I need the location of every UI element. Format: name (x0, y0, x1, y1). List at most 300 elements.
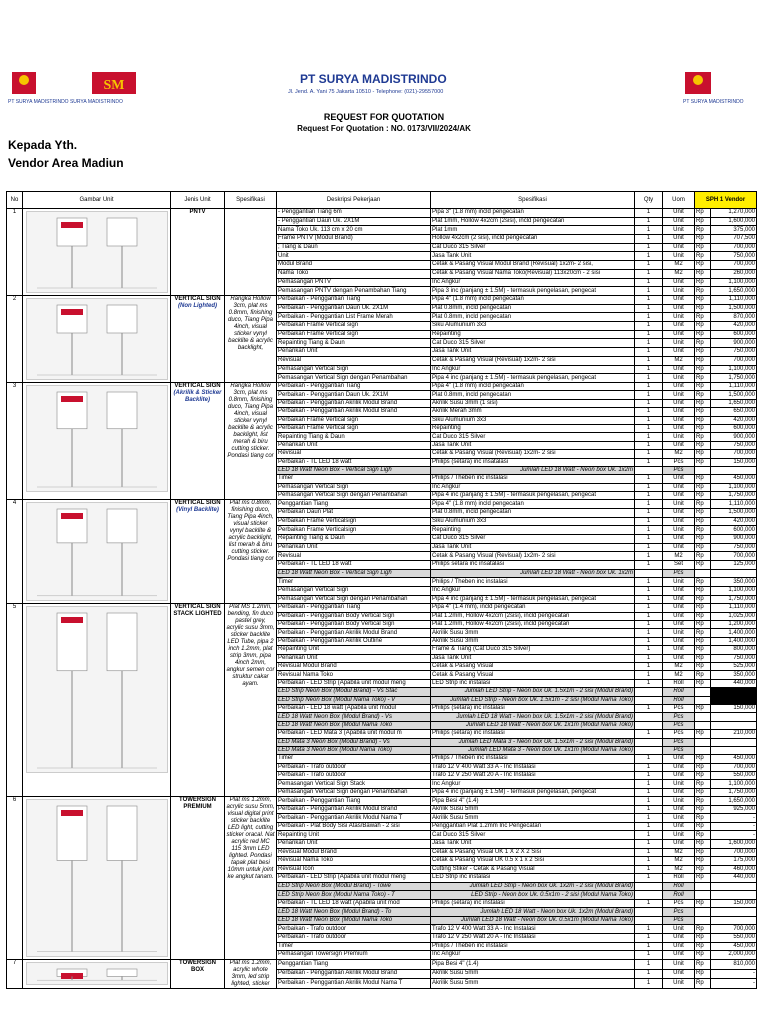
uom: Unit (663, 934, 695, 943)
job-specification: Jasa Tank Unit (431, 348, 635, 357)
uom: Unit (663, 391, 695, 399)
group-number: 6 (7, 797, 23, 960)
unit-drawing-sketch (26, 385, 168, 492)
currency: Rp (695, 492, 711, 500)
currency: Rp (695, 226, 711, 235)
currency: Rp (695, 595, 711, 604)
uom: Unit (663, 416, 695, 424)
job-description: Timer (277, 475, 431, 483)
job-specification: Siku Alumunium 3x3 (431, 416, 635, 424)
currency: Rp (695, 763, 711, 771)
price (711, 746, 757, 754)
price: 2,000,000 (711, 951, 757, 960)
currency: Rp (695, 269, 711, 278)
job-description: Pemasangan Vertical Sign dengan Penambahan (277, 374, 431, 383)
qty: 1 (635, 509, 663, 518)
unit-type-sublabel: (Akrilik & Sticker Backlite) (173, 390, 222, 403)
qty: 1 (635, 483, 663, 491)
currency: Rp (695, 839, 711, 848)
unit-drawing-sketch (26, 298, 168, 380)
qty: 1 (635, 586, 663, 595)
uom: M2 (663, 848, 695, 857)
job-specification: Pipa 4" (1.8 mm) incld pengecatan (431, 500, 635, 509)
job-specification: Pipa 4 inc (panjang ± 1.5M) - termasuk pengelasan, pengecat (431, 374, 635, 383)
qty (635, 569, 663, 578)
uom: M2 (663, 865, 695, 874)
uom: Unit (663, 441, 695, 449)
qty: 1 (635, 450, 663, 458)
job-description: Perbaikan - Penggantian Tiang (277, 604, 431, 612)
unit-type-sublabel: (Vinyl Backlite) (176, 507, 219, 514)
job-specification: Plat 1.2mm, Hollow 4x2cm (2sisi), incld pengecatan (431, 621, 635, 629)
qty: 1 (635, 235, 663, 244)
job-description: Penggantian Tiang (277, 500, 431, 509)
qty: 1 (635, 330, 663, 339)
qty: 1 (635, 391, 663, 399)
job-description: Perbaikan - TL LED 18 watt (Apabila unit mod (277, 899, 431, 908)
price: - (711, 969, 757, 979)
job-specification: Plat 0.8mm, incld pengecatan (431, 509, 635, 518)
job-description: Repainting Unit (277, 831, 431, 840)
currency (695, 916, 711, 925)
currency: Rp (695, 348, 711, 357)
uom: M2 (663, 450, 695, 458)
currency: Rp (695, 416, 711, 424)
qty (635, 746, 663, 754)
qty: 1 (635, 500, 663, 509)
uom: Unit (663, 424, 695, 432)
group-number: 7 (7, 959, 23, 988)
unit-type (171, 383, 225, 500)
price: 1,600,000 (711, 839, 757, 848)
qty: 1 (635, 217, 663, 226)
job-specification: Pipa Besi 4" (1.4) (431, 797, 635, 806)
qty: 1 (635, 209, 663, 218)
currency: Rp (695, 874, 711, 883)
price: 525,000 (711, 663, 757, 671)
price: 700,000 (711, 925, 757, 934)
unit-type (171, 604, 225, 797)
currency: Rp (695, 552, 711, 561)
price: 440,000 (711, 874, 757, 883)
uom: Set (663, 560, 695, 569)
currency: Rp (695, 805, 711, 814)
currency: Rp (695, 848, 711, 857)
price (711, 466, 757, 474)
job-description: Repainting Tiang & Daun (277, 339, 431, 348)
price: 600,000 (711, 330, 757, 339)
price: 150,000 (711, 899, 757, 908)
job-description: Revisual Icon (277, 865, 431, 874)
qty: 1 (635, 492, 663, 500)
job-specification: Cetak & Pasang Visual UK 0.5 x 1 x 2 Sisi (431, 857, 635, 866)
qty: 1 (635, 772, 663, 780)
job-specification: Philips (setara) inc instalasi (431, 730, 635, 738)
uom: Unit (663, 772, 695, 780)
job-specification: Philips / Theben inc instalasi (431, 578, 635, 587)
currency: Rp (695, 509, 711, 518)
price: 800,000 (711, 646, 757, 654)
currency: Rp (695, 383, 711, 391)
qty: 1 (635, 797, 663, 806)
job-specification: Repainting (431, 526, 635, 535)
uom: Unit (663, 500, 695, 509)
col-jenis: Jenis Unit (171, 192, 225, 209)
job-description: Pemasangan Vertical Sign (277, 483, 431, 491)
currency: Rp (695, 857, 711, 866)
uom: Unit (663, 979, 695, 989)
uom: Unit (663, 805, 695, 814)
price: 420,000 (711, 322, 757, 331)
job-description: Revisual (277, 552, 431, 561)
price: 1,750,000 (711, 595, 757, 604)
job-specification: Philips (setara) inc instalasi (431, 704, 635, 712)
unit-type-label: TOWERSIGN PREMIUM (179, 797, 216, 811)
uom: Unit (663, 509, 695, 518)
qty: 1 (635, 730, 663, 738)
price: 750,000 (711, 441, 757, 449)
price (711, 882, 757, 891)
qty: 1 (635, 942, 663, 951)
qty: 1 (635, 857, 663, 866)
job-specification: Akrilik Merah 3mm (431, 408, 635, 416)
uom: Roll (663, 696, 695, 704)
qty: 1 (635, 313, 663, 322)
uom: Pcs (663, 746, 695, 754)
price: 1,110,000 (711, 383, 757, 391)
uom: Unit (663, 942, 695, 951)
currency: Rp (695, 304, 711, 313)
qty: 1 (635, 865, 663, 874)
price: 700,000 (711, 243, 757, 252)
job-specification: Penggantian Plat 1.2mm Inc Pengecatan (431, 822, 635, 831)
unit-specification: Plat ms 1.2mm, acrylic whote 3mm, led strip lighted, sticker (225, 959, 277, 988)
job-description: LED 18 Watt Neon Box - Vertical Sign Ligh (277, 466, 431, 474)
price: 1,110,000 (711, 604, 757, 612)
job-specification: Plat 0.8mm, incld pengecatan (431, 304, 635, 313)
currency: Rp (695, 296, 711, 305)
currency: Rp (695, 365, 711, 374)
job-description: Repainting Tiang & Daun (277, 535, 431, 544)
qty: 1 (635, 252, 663, 261)
currency: Rp (695, 483, 711, 491)
job-description: Penggantian Tiang (277, 959, 431, 969)
uom: Roll (663, 891, 695, 900)
uom: M2 (663, 261, 695, 270)
currency: Rp (695, 374, 711, 383)
qty (635, 891, 663, 900)
currency: Rp (695, 934, 711, 943)
uom: Roll (663, 679, 695, 687)
qty: 1 (635, 269, 663, 278)
qty: 1 (635, 399, 663, 407)
uom: Unit (663, 322, 695, 331)
uom: Unit (663, 278, 695, 287)
currency: Rp (695, 755, 711, 763)
currency (695, 908, 711, 917)
unit-specification: Plat ms 0.8mm, finishing duco, Tiang Pipa 4inch, visual sticker vynyl backlite & acrylic backlight, list merah & biru cutting sticker. Pondasi tiang cor (225, 500, 277, 604)
uom: Unit (663, 339, 695, 348)
price: 1,750,000 (711, 492, 757, 500)
uom: Unit (663, 969, 695, 979)
group-number: 2 (7, 296, 23, 383)
job-description: Revisual Nama Toko (277, 671, 431, 679)
uom: Unit (663, 814, 695, 823)
uom: Roll (663, 882, 695, 891)
document-subtitle: Request For Quotation : NO. 0173/VII/2024/AK (297, 124, 471, 133)
table-row (7, 500, 757, 509)
currency: Rp (695, 261, 711, 270)
job-description: Perbaikan - Plat Body Sisi Atas/Bawah - 2 sisi (277, 822, 431, 831)
uom: Unit (663, 433, 695, 441)
price (711, 721, 757, 729)
currency: Rp (695, 252, 711, 261)
uom: Unit (663, 629, 695, 637)
currency: Rp (695, 356, 711, 365)
job-specification: Pipa 4 inc (panjang ± 1.5M) - termasuk pengelasan, pengecat (431, 788, 635, 796)
price: 650,000 (711, 408, 757, 416)
qty (635, 688, 663, 696)
svg-text:SM: SM (103, 78, 125, 93)
unit-type-label: VERTICAL SIGN (174, 500, 221, 507)
price: 150,000 (711, 458, 757, 466)
job-description: Perbaikan - Penggantian List Frame Merah (277, 313, 431, 322)
currency: Rp (695, 814, 711, 823)
uom: Unit (663, 399, 695, 407)
unit-specification (225, 209, 277, 296)
table-header-row (7, 192, 757, 209)
qty: 1 (635, 671, 663, 679)
job-description: LED 18 Watt Neon Box (Modul Nama Toko (277, 721, 431, 729)
job-description: Penarikan Unit (277, 441, 431, 449)
price: 1,100,000 (711, 586, 757, 595)
qty: 1 (635, 831, 663, 840)
price: 450,000 (711, 475, 757, 483)
uom: Unit (663, 755, 695, 763)
price: 1,650,000 (711, 399, 757, 407)
currency: Rp (695, 313, 711, 322)
uom: Unit (663, 365, 695, 374)
job-specification: Jumlah LED Strip - Neon box Uk. 1.5x1m - 2 sisi (Modul Nama Toko) (431, 696, 635, 704)
job-description: Perbaikan - Penggantian Akrilik Modul Brand (277, 805, 431, 814)
job-description: Perbaikan - TL LED 18 watt (277, 560, 431, 569)
job-description: Perbaikan - Penggantian Akrilik Modul Brand (277, 408, 431, 416)
job-specification: Philips / Theben inc instalasi (431, 475, 635, 483)
qty: 1 (635, 663, 663, 671)
job-description: Pemasangan Vertical Sign (277, 365, 431, 374)
price: 1,750,000 (711, 374, 757, 383)
unit-drawing (23, 959, 171, 988)
company-logo-right (683, 70, 763, 106)
uom: Unit (663, 217, 695, 226)
uom: Unit (663, 492, 695, 500)
job-description: Perbaikan - Penggantian Akrilik Modul Nama T (277, 814, 431, 823)
uom: Unit (663, 621, 695, 629)
price: 175,000 (711, 857, 757, 866)
currency: Rp (695, 654, 711, 662)
quotation-table (6, 191, 757, 989)
qty: 1 (635, 383, 663, 391)
job-specification: Cetak & Pasang Visual (Revisual) 1x2m- 2 sisi (431, 450, 635, 458)
uom: Unit (663, 637, 695, 645)
table-row (7, 209, 757, 218)
job-specification: Trafo 12 V 400 Watt 33 A - Inc Instalasi (431, 925, 635, 934)
job-specification: LED Strip inc instalasi (431, 679, 635, 687)
job-specification: Inc Angkur (431, 365, 635, 374)
unit-type-sublabel: (Non Lighted) (178, 303, 217, 309)
price: - (711, 979, 757, 989)
currency: Rp (695, 500, 711, 509)
uom: Unit (663, 483, 695, 491)
job-description: LED Strip Neon Box (Modul Brand) - Vs Stac (277, 688, 431, 696)
uom: Pcs (663, 704, 695, 712)
price: 1,500,000 (711, 509, 757, 518)
group-number: 3 (7, 383, 23, 500)
currency: Rp (695, 322, 711, 331)
uom: Pcs (663, 916, 695, 925)
uom: Unit (663, 780, 695, 788)
uom: Unit (663, 374, 695, 383)
job-description: Perbaikan Frame Vertical sign (277, 424, 431, 432)
job-description: Perbaikan - Penggantian Body Vertical Sign (277, 612, 431, 620)
job-specification: Pipa 4 inc (panjang ± 1.5M) - termasuk pengelasan, pengecat (431, 492, 635, 500)
qty: 1 (635, 243, 663, 252)
job-description: LED 18 Watt Neon Box (Modul Brand) - To (277, 908, 431, 917)
uom: Pcs (663, 908, 695, 917)
currency: Rp (695, 586, 711, 595)
company-address: Jl. Jend. A. Yani 75 Jakarta 10510 - Telephone: (021)-29557000 (288, 89, 444, 95)
qty: 1 (635, 560, 663, 569)
job-description: Perbaikan - Penggantian Tiang (277, 296, 431, 305)
job-description: LED 18 Watt Neon Box (Modul Brand) - Vs (277, 713, 431, 721)
job-specification: Philips / Theben inc instalasi (431, 942, 635, 951)
price: 1,270,000 (711, 209, 757, 218)
currency: Rp (695, 797, 711, 806)
unit-specification: Plat ms 1.2mm, acrylic susu 5mm, visual digital print sticker backlite LED light, cutting sticker oracal. Nat acrylic red MC 115 3mm LED lighted. Pondasi tapak plat besi 10mm untuk joint ke angkut tanam. (225, 797, 277, 960)
uom: Unit (663, 604, 695, 612)
uom: Unit (663, 330, 695, 339)
job-description: Pemasangan Vertical Sign dengan Penambahan (277, 788, 431, 796)
job-description: ; Tiang & Daun (277, 243, 431, 252)
job-specification: Jasa Tank Unit (431, 543, 635, 552)
qty: 1 (635, 226, 663, 235)
price: 150,000 (711, 704, 757, 712)
qty: 1 (635, 578, 663, 587)
qty (635, 916, 663, 925)
qty: 1 (635, 612, 663, 620)
job-description: Pemasangan Vertical Sign Stack (277, 780, 431, 788)
job-specification: Cat Duco 315 Silver (431, 433, 635, 441)
price: 350,000 (711, 671, 757, 679)
job-specification: Cetak & Pasang Visual (Revisual) 1x2m- 2 sisi (431, 552, 635, 561)
unit-drawing (23, 797, 171, 960)
currency: Rp (695, 671, 711, 679)
job-specification: Jumlah LED 18 Watt - Neon box Uk. 1x2m (431, 466, 635, 474)
recipient-greeting: Kepada Yth. (8, 138, 78, 152)
job-description: Pemasangan Vertical Sign dengan Penambahan (277, 492, 431, 500)
qty: 1 (635, 424, 663, 432)
qty: 1 (635, 979, 663, 989)
job-specification: Pipa 4" (1.8 mm) incld pengecatan (431, 296, 635, 305)
job-specification: Jasa Tank Unit (431, 252, 635, 261)
price: 925,000 (711, 805, 757, 814)
uom: Unit (663, 535, 695, 544)
job-specification: Cetak & Pasang Visual (431, 663, 635, 671)
price: 420,000 (711, 416, 757, 424)
price: 600,000 (711, 526, 757, 535)
job-specification: Akrilik Susu 3mm (431, 637, 635, 645)
price: 1,400,000 (711, 629, 757, 637)
uom: Unit (663, 959, 695, 969)
price: - (711, 831, 757, 840)
currency (695, 891, 711, 900)
qty (635, 696, 663, 704)
price: 1,025,000 (711, 612, 757, 620)
col-uom: Uom (663, 192, 695, 209)
unit-type (171, 296, 225, 383)
qty: 1 (635, 408, 663, 416)
job-description: Perbaikan Frame Verticalsign (277, 517, 431, 526)
currency (695, 882, 711, 891)
price: 1,100,000 (711, 780, 757, 788)
job-description: Repainting Unit (277, 646, 431, 654)
price: 1,400,000 (711, 637, 757, 645)
price: 1,750,000 (711, 788, 757, 796)
group-number: 5 (7, 604, 23, 797)
currency (695, 569, 711, 578)
job-specification: Jumlah LED 18 Watt - Neon box Uk. 0.5x1m (Modul Nama Toko) (431, 916, 635, 925)
qty: 1 (635, 296, 663, 305)
job-specification: Plat 1.2mm, Hollow 4x2cm (2sisi), incld pengecatan (431, 612, 635, 620)
uom: Unit (663, 586, 695, 595)
job-description: Perbaikan - Penggantian Body Vertical Sign (277, 621, 431, 629)
job-specification: Siku Alumunium 3x3 (431, 322, 635, 331)
uom: Pcs (663, 466, 695, 474)
job-specification: LED Strip inc instalasi (431, 874, 635, 883)
job-description: Modul Brand (277, 261, 431, 270)
job-description: Perbaikan - Trafo outdoor (277, 763, 431, 771)
col-no: No (7, 192, 23, 209)
col-deskripsi: Deskripsi Pekerjaan (277, 192, 431, 209)
job-description: Penarikan Unit (277, 839, 431, 848)
price: 700,000 (711, 848, 757, 857)
job-specification: Akrilik Susu 3mm (1 sisi) (431, 399, 635, 407)
price: - (711, 822, 757, 831)
price: 700,000 (711, 450, 757, 458)
price: 375,000 (711, 226, 757, 235)
job-description: LED Mata 3 Neon Box (Modul Brand) - Vs (277, 738, 431, 746)
currency: Rp (695, 433, 711, 441)
price: 1,500,000 (711, 304, 757, 313)
job-description: Revisual Modul Brand (277, 848, 431, 857)
currency: Rp (695, 287, 711, 296)
job-specification: Plat 1mm, Hollow 4x2cm (2sisi), incld pengecatan (431, 217, 635, 226)
job-specification: Cat Duco 315 Silver (431, 243, 635, 252)
unit-type (171, 500, 225, 604)
job-description: Penarikan Unit (277, 543, 431, 552)
currency: Rp (695, 526, 711, 535)
job-description: Pemasangan Vertical Sign (277, 586, 431, 595)
currency: Rp (695, 831, 711, 840)
table-row (7, 959, 757, 969)
qty: 1 (635, 679, 663, 687)
uom: Unit (663, 822, 695, 831)
job-specification: Akrilik Susu 3mm (431, 629, 635, 637)
uom: M2 (663, 552, 695, 561)
job-specification: Inc Angkur (431, 586, 635, 595)
job-specification: Cat Duco 315 Silver (431, 535, 635, 544)
price: 750,000 (711, 252, 757, 261)
